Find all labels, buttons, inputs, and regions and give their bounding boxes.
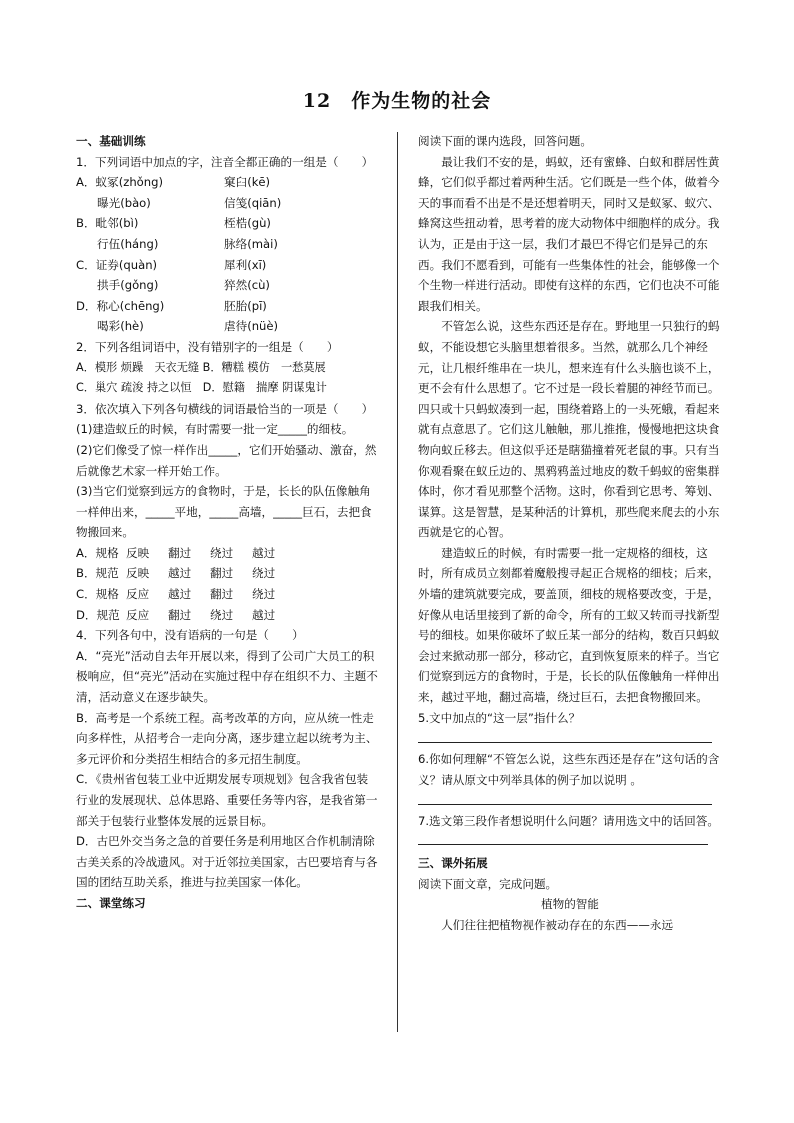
question-2: 2．下列各组词语中，没有错别字的一组是（ ） <box>76 339 339 354</box>
q1-option-text: 桎梏(gù) <box>224 216 271 231</box>
answer-line-q6[interactable] <box>418 790 712 805</box>
q3-option-word: 绕过 <box>252 566 276 581</box>
question-5: 5.文中加点的“这一层”指什么？ <box>418 710 581 725</box>
q3-option-word: 绕过 <box>210 607 234 622</box>
q3-option-word: B．规范 <box>76 566 119 581</box>
q1-option-text: 胚胎(pī) <box>224 298 267 313</box>
q2-options-ab: A．模形 烦躁 天衣无缝 B．糟糕 模仿 一愁莫展 <box>76 360 326 374</box>
q3-option-word: 越过 <box>252 607 276 622</box>
q3-option-word: 绕过 <box>210 545 234 560</box>
question-7: 7.选文第三段作者想说明什么问题？请用选文中的话回答。 <box>418 814 719 829</box>
q1-option-text: 信笺(qiān) <box>224 195 282 210</box>
article-title: 植物的智能 <box>541 897 599 912</box>
reading-intro: 阅读下面的课内选段，回答问题。 <box>418 134 592 148</box>
question-4: 4．下列各句中，没有语病的一句是（ ） <box>76 628 304 643</box>
question-3: 3．依次填入下列各句横线的词语最恰当的一项是（ ） <box>76 401 374 416</box>
q3-option-row <box>76 563 378 584</box>
q1-option-text: A．蚁冢(zhǒng) <box>76 175 163 190</box>
q3-option-word: 翻过 <box>210 587 234 602</box>
q3-option-word: 反应 <box>126 587 150 602</box>
section-heading-classroom: 二、课堂练习 <box>76 895 146 910</box>
section-heading-extension: 三、课外拓展 <box>418 856 488 870</box>
q1-option-text: 拱手(gǒng) <box>97 278 159 293</box>
q1-option-row <box>76 213 378 234</box>
q3-option-word: 翻过 <box>168 545 192 560</box>
article-paragraph-1: 人们往往把植物视作被动存在的东西——永远 <box>441 917 674 932</box>
q1-option-text: 窠臼(kē) <box>224 175 271 190</box>
answer-line-q5[interactable] <box>418 728 712 743</box>
q3-sentence-1: (1)建造蚁丘的时候，有时需要一批一定_____的细枝。 <box>76 422 354 437</box>
q3-option-word: A．规格 <box>76 545 119 560</box>
q1-option-row <box>76 234 378 255</box>
q3-option-word: 越过 <box>168 566 192 581</box>
q1-option-row <box>76 275 378 296</box>
q1-option-text: 脉络(mài) <box>224 236 278 251</box>
q3-option-word: 翻过 <box>210 566 234 581</box>
extension-intro: 阅读下面文章，完成问题。 <box>418 876 558 891</box>
q3-option-row <box>76 584 378 605</box>
q4-option-d: D．古巴外交当务之急的首要任务是利用地区合作机制清除古美关系的冷战遗风。对于近邻拉美国家，古巴要培育与各国的团结互助关系，推进与拉美国家一体化。 <box>76 834 378 890</box>
q3-sentence-3: (3)当它们觉察到远方的食物时，于是，长长的队伍像触角一样伸出来，_____平地，_____高墙，_____巨石，去把食物搬回来。 <box>76 484 372 540</box>
passage-paragraph-2: 不管怎么说，这些东西还是存在。野地里一只独行的蚂蚁，不能设想它头脑里想着很多。当然，就那么几个神经元，让几根纤维串在一块儿，想来连有什么头脑也谈不上，更不会有什么思想了。它不过是一段长着腿的神经节而已。四只或十只蚂蚁凑到一起，围绕着路上的一头死蛾，看起来就有点意思了。它们这儿触触，那儿推推，慢慢地把这块食物向蚁丘移去。但这似乎还是瞎猫撞着死老鼠的事。只有当你观看聚在蚁丘边的、黑鸦鸦盖过地皮的数千蚂蚁的密集群体时，你才看见那整个活物。这时，你看到它思考、筹划、谋算。这是智慧，是某种活的计算机，那些爬来爬去的小东西就是它的心智。 <box>418 319 720 540</box>
q3-sentence-2: (2)它们像受了惊一样作出_____，它们开始骚动、激奋，然后就像艺术家一样开始工作。 <box>76 442 377 478</box>
question-1: 1．下列词语中加点的字，注音全都正确的一组是（ ） <box>76 154 374 169</box>
question-1-options <box>76 172 378 337</box>
q1-option-text: 猝然(cù) <box>224 278 270 293</box>
question-3-options <box>76 543 378 625</box>
q3-option-word: D．规范 <box>76 607 120 622</box>
q1-option-text: D．称心(chēng) <box>76 298 165 313</box>
left-column <box>76 131 378 914</box>
q3-option-word: 翻过 <box>168 607 192 622</box>
right-column <box>418 131 722 935</box>
q3-option-row <box>76 543 378 564</box>
q3-option-word: 越过 <box>252 545 276 560</box>
q1-option-row <box>76 316 378 337</box>
q1-option-text: 行伍(háng) <box>97 236 159 251</box>
column-divider <box>397 132 398 1032</box>
q2-options-cd: C．巢穴 疏浚 持之以恒 D．慰籍 揣摩 阴谋鬼计 <box>76 381 327 395</box>
q3-option-word: 绕过 <box>252 587 276 602</box>
q1-option-text: 曝光(bào) <box>97 195 151 210</box>
q1-option-row <box>76 255 378 276</box>
passage-paragraph-3: 建造蚁丘的时候，有时需要一批一定规格的细枝，这时，所有成员立刻都着魔般搜寻起正合规格的细枝；后来，外墙的建筑就要完成，要盖顶，细枝的规格要改变，于是，好像从电话里接到了新的命令，所有的工蚁又转而寻找新型号的细枝。如果你破坏了蚁丘某一部分的结构，数百只蚂蚁会过来掀动那一部分，移动它，直到恢复原来的样子。当它们觉察到远方的食物时，于是，长长的队伍像触角一样伸出来，越过平地，翻过高墙，绕过巨石，去把食物搬回来。 <box>418 545 720 705</box>
q1-option-row <box>76 172 378 193</box>
q3-option-word: 越过 <box>168 587 192 602</box>
q1-option-row <box>76 193 378 214</box>
q3-option-word: 反映 <box>126 545 150 560</box>
q1-option-text: 虐待(nüè) <box>224 319 279 334</box>
q3-option-row <box>76 605 378 626</box>
q1-option-text: C．证券(quàn) <box>76 257 158 272</box>
q1-option-text: B．毗邻(bì) <box>76 216 139 231</box>
passage-paragraph-1: 最让我们不安的是，蚂蚁，还有蜜蜂、白蚁和群居性黄蜂，它们似乎都过着两种生活。它们既是一些个体，做着今天的事而看不出是不是还想着明天，同时又是蚁冢、蚁穴、蜂窝这些扭动着，思考着的庞大动物体中细胞样的成分。我认为，正是由于这一层，我们才最巴不得它们是异己的东西。我们不愿看到，可能有一些集体性的社会，能够像一个个生物一样进行活动。即使有这样的东西，它们也决不可能跟我们相关。 <box>418 154 720 313</box>
q3-option-word: 反应 <box>126 607 150 622</box>
section-heading-basic: 一、基础训练 <box>76 134 146 148</box>
page-title: 12 作为生物的社会 <box>302 90 492 112</box>
question-6: 6.你如何理解“不管怎么说，这些东西还是存在”这句话的含义？请从原文中列举具体的例子加以说明 。 <box>418 752 720 787</box>
q4-option-b: B．高考是一个系统工程。高考改革的方向，应从统一性走向多样性，从招考合一走向分离，逐步建立起以统考为主、多元评价和分类招生相结合的多元招生制度。 <box>76 710 378 766</box>
q4-option-c: C．《贵州省包装工业中近期发展专项规划》包含我省包装行业的发展现状、总体思路、重要任务等内容，是我省第一部关于包装行业整体发展的远景目标。 <box>76 772 378 828</box>
answer-line-q7[interactable] <box>418 832 708 845</box>
q1-option-text: 犀利(xī) <box>224 257 267 272</box>
q3-option-word: 反映 <box>126 566 150 581</box>
q1-option-row <box>76 296 378 317</box>
q1-option-text: 喝彩(hè) <box>97 319 144 334</box>
q4-option-a: A．“亮光”活动自去年开展以来，得到了公司广大员工的积极响应，但“亮光”活动在实施过程中存在组织不力、主题不清，活动意义在逐步缺失。 <box>76 648 378 705</box>
q3-option-word: C．规格 <box>76 587 119 602</box>
